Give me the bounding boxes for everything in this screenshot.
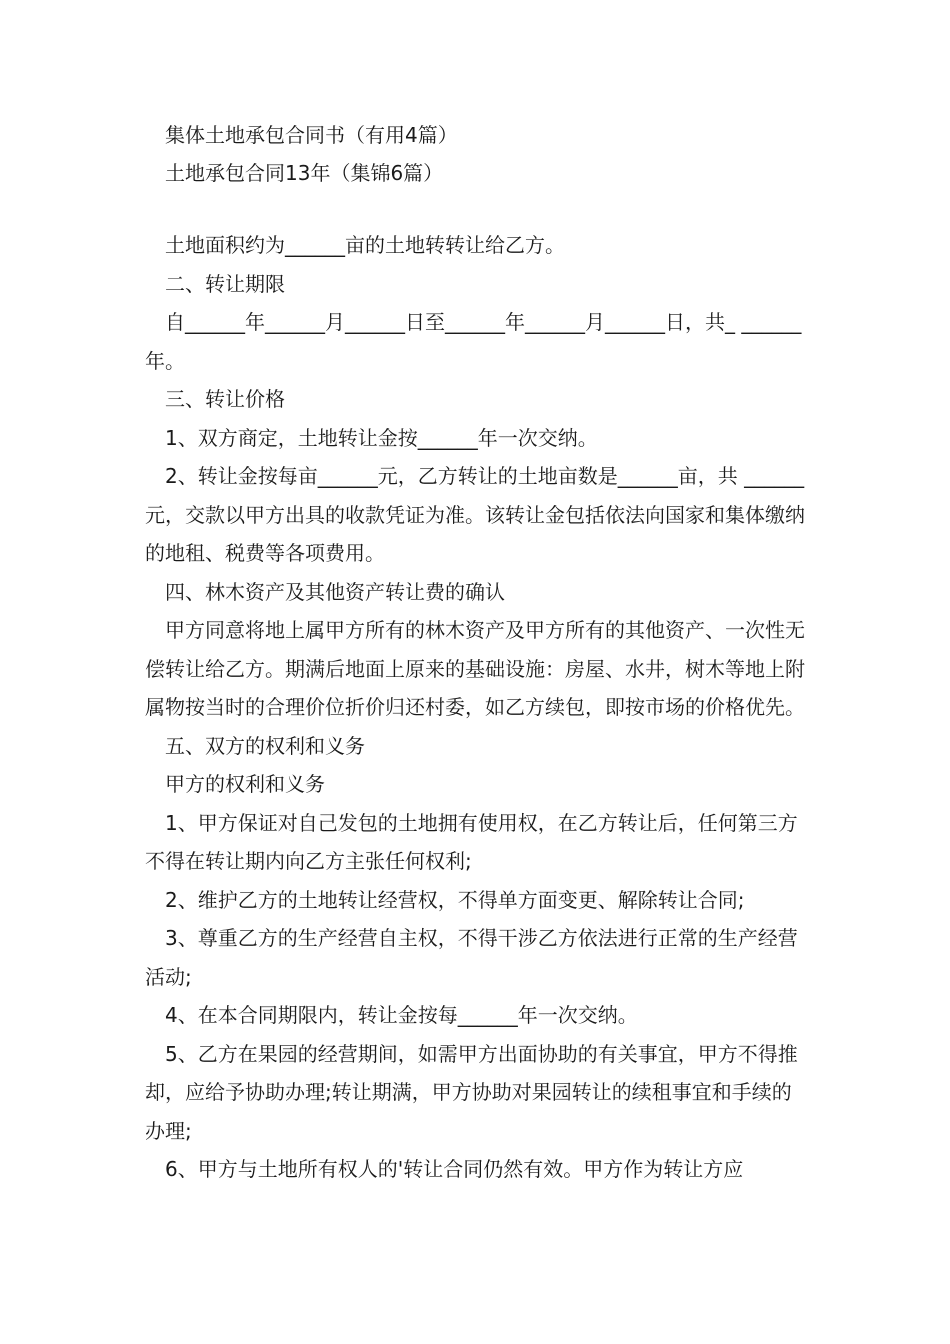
paragraph-price-1: 1、双方商定，土地转让金按______年一次交纳。 [165, 425, 598, 450]
paragraph-party-a-4: 4、在本合同期限内，转让金按每______年一次交纳。 [165, 1003, 638, 1027]
subheading-party-a: 甲方的权利和义务 [165, 772, 325, 796]
paragraph-term-dates: 自______年______月______日至______年______月______日，共_ ______年。 [145, 310, 802, 373]
paragraph-party-a-5: 5、乙方在果园的经营期间，如需甲方出面协助的有关事宜，甲方不得推却，应给予协助办理;转让期满，甲方协助对果园转让的续租事宜和手续的办理; [145, 1041, 798, 1143]
paragraph-party-a-6: 6、甲方与土地所有权人的'转让合同仍然有效。甲方作为转让方应 [165, 1157, 744, 1181]
section-heading-rights: 五、双方的权利和义务 [165, 733, 365, 758]
section-heading-assets: 四、林木资产及其他资产转让费的确认 [165, 579, 505, 604]
paragraph-party-a-3: 3、尊重乙方的生产经营自主权，不得干涉乙方依法进行正常的生产经营活动; [145, 926, 798, 989]
header-title-2: 土地承包合同13年（集锦6篇） [165, 161, 444, 185]
paragraph-party-a-2: 2、维护乙方的土地转让经营权，不得单方面变更、解除转让合同; [165, 887, 745, 912]
section-heading-price: 三、转让价格 [165, 387, 285, 411]
header-title-1: 集体土地承包合同书（有用4篇） [165, 123, 458, 147]
paragraph-land-area: 土地面积约为______亩的土地转转让给乙方。 [165, 233, 565, 257]
paragraph-assets: 甲方同意将地上属甲方所有的林木资产及甲方所有的其他资产、一次性无偿转让给乙方。期满后地面上原来的基础设施：房屋、水井，树木等地上附属物按当时的合理价位折价归还村委，如乙方续包，即按市场的价格优先。 [145, 618, 805, 719]
paragraph-price-2: 2、转让金按每亩______元，乙方转让的土地亩数是______亩，共 ______元，交款以甲方出具的收款凭证为准。该转让金包括依法向国家和集体缴纳的地租、税费等各项费用。 [145, 464, 805, 565]
paragraph-party-a-1: 1、甲方保证对自己发包的土地拥有使用权，在乙方转让后，任何第三方不得在转让期内向乙方主张任何权利; [145, 810, 798, 873]
section-heading-term: 二、转让期限 [165, 271, 285, 296]
document-body [145, 226, 810, 1189]
